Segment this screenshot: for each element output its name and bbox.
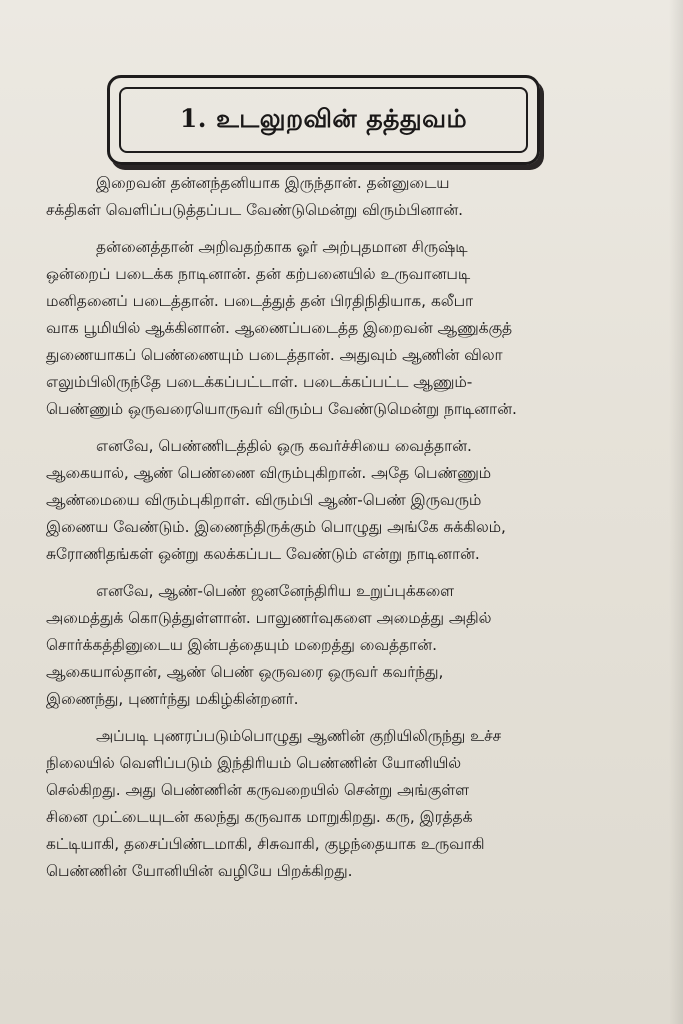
paragraph-line: பெண்ணும் ஒருவரையொருவர் விரும்ப வேண்டுமென்று நாடினான். — [46, 400, 517, 418]
paragraph-line: கட்டியாகி, தசைப்பிண்டமாகி, சிசுவாகி, குழந்தையாக உருவாகி — [46, 835, 485, 853]
paragraph-line: எனவே, பெண்ணிடத்தில் ஒரு கவர்ச்சியை வைத்தான். — [96, 437, 472, 455]
paragraph-line: எனவே, ஆண்-பெண் ஜனனேந்திரிய உறுப்புக்களை — [96, 582, 455, 600]
paragraph-line: சக்திகள் வெளிப்படுத்தப்பட வேண்டுமென்று விரும்பினான். — [46, 201, 464, 219]
paragraph-line: மனிதனைப் படைத்தான். படைத்துத் தன் பிரதிநிதியாக, கலீபா — [46, 292, 474, 310]
paragraph-line: எலும்பிலிருந்தே படைக்கப்பட்டாள். படைக்கப்பட்ட ஆணும்- — [46, 373, 473, 391]
paragraph-line: அப்படி புணரப்படும்பொழுது ஆணின் குறியிலிருந்து உச்ச — [96, 727, 502, 745]
chapter-title-inner-frame — [119, 87, 528, 153]
paragraph-line: ஆண்மையை விரும்புகிறாள். விரும்பி ஆண்-பெண் இருவரும் — [46, 491, 482, 509]
paragraph-4 — [46, 578, 626, 713]
chapter-title: 1. உடலுறவின் தத்துவம் — [179, 103, 468, 133]
paragraph-line: அமைத்துக் கொடுத்துள்ளான். பாலுணர்வுகளை அமைத்து அதில் — [46, 609, 492, 627]
paragraph-line: ஆகையால், ஆண் பெண்ணை விரும்புகிறான். அதே பெண்ணும் — [46, 464, 492, 482]
chapter-title-frame — [107, 75, 540, 165]
paragraph-line: இணைந்து, புணர்ந்து மகிழ்கின்றனர். — [46, 690, 299, 708]
paragraph-5 — [46, 723, 626, 885]
paragraph-line: சுரோணிதங்கள் ஒன்று கலக்கப்பட வேண்டும் என்று நாடினான். — [46, 545, 480, 563]
paragraph-line: இணைய வேண்டும். இணைந்திருக்கும் பொழுது அங்கே சுக்கிலம், — [46, 518, 506, 536]
paragraph-1 — [46, 170, 626, 224]
paragraph-line: நிலையில் வெளிப்படும் இந்திரியம் பெண்ணின் யோனியில் — [46, 754, 462, 772]
paragraph-line: துணையாகப் பெண்ணையும் படைத்தான். அதுவும் ஆணின் விலா — [46, 346, 503, 364]
page-edge-shadow — [669, 0, 683, 1024]
paragraph-2 — [46, 234, 626, 423]
paragraph-line: பெண்ணின் யோனியின் வழியே பிறக்கிறது. — [46, 862, 353, 880]
paragraph-line: சொர்க்கத்தினுடைய இன்பத்தையும் மறைத்து வைத்தான். — [46, 636, 437, 654]
paragraph-line: தன்னைத்தான் அறிவதற்காக ஓர் அற்புதமான சிருஷ்டி — [96, 238, 468, 256]
paragraph-line: இறைவன் தன்னந்தனியாக இருந்தான். தன்னுடைய — [96, 174, 450, 192]
paragraph-line: சினை முட்டையுடன் கலந்து கருவாக மாறுகிறது. கரு, இரத்தக் — [46, 808, 473, 826]
paragraph-line: செல்கிறது. அது பெண்ணின் கருவறையில் சென்று அங்குள்ள — [46, 781, 470, 799]
paragraph-line: வாக பூமியில் ஆக்கினான். ஆணைப்படைத்த இறைவன் ஆணுக்குத் — [46, 319, 513, 337]
paragraph-line: ஆகையால்தான், ஆண் பெண் ஒருவரை ஒருவர் கவர்ந்து, — [46, 663, 444, 681]
chapter-body — [46, 170, 626, 895]
paragraph-3 — [46, 433, 626, 568]
paragraph-line: ஒன்றைப் படைக்க நாடினான். தன் கற்பனையில் உருவானபடி — [46, 265, 471, 283]
